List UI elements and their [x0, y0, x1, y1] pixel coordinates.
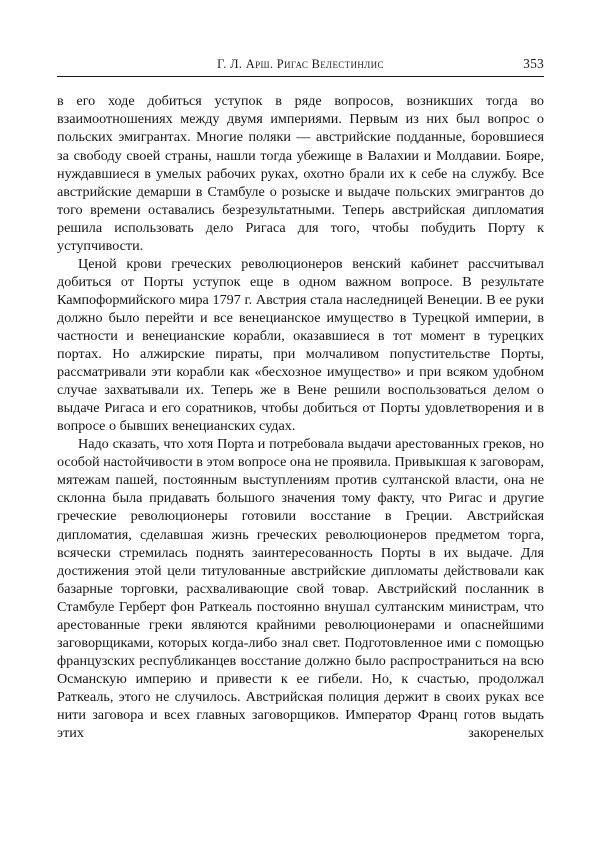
header-divider-rule — [57, 76, 544, 77]
body-text-block — [57, 92, 544, 760]
running-head — [57, 48, 544, 70]
page-number: 353 — [523, 55, 544, 71]
running-head-title: Г. Л. Арш. Ригас Велестинлис — [217, 56, 384, 71]
page-content-column — [57, 0, 544, 760]
paragraph-continued: в его ходе добиться уступок в ряде вопросов, возникших тогда во взаимоотношениях между двумя империями. Первым из них был вопрос о польских эмигрантах. Многие поляки — австрийские подданные, боровшиеся за свободу своей страны, нашли тогда убежище в Валахии и Молдавии. Бояре, нуждавшиеся в умелых рабочих руках, охотно брали их к себе на службу. Все австрийские демарши в Стамбуле о розыске и выдаче польских эмигрантов до того времени оставались безрезультатными. Теперь австрийская дипломатия решила использовать дело Ригаса для того, чтобы побудить Порту к уступчивости. — [57, 93, 544, 254]
paragraph: Ценой крови греческих революционеров венский кабинет рассчитывал добиться от Порты уступок еще в одном важном вопросе. В результате Кампоформийского мира 1797 г. Австрия стала наследницей Венеции. В ее руки должно было перейти и все венецианское имущество в Турецкой империи, в частности и венецианские корабли, оказавшиеся в тот момент в турецких портах. Но алжирские пираты, при молчаливом попустительстве Порты, рассматривали эти корабли как «бесхозное имущество» и при всяком удобном случае захватывали их. Теперь же в Вене решили воспользоваться делом о выдаче Ригаса и его соратников, чтобы добиться от Порты удовлетворения и в вопросе о бывших венецианских судах. — [57, 255, 544, 435]
paragraph: Надо сказать, что хотя Порта и потребовала выдачи арестованных греков, но особой настойчивости в этом вопросе она не проявила. Привыкшая к заговорам, мятежам пашей, постоянным выступлениям против султанской власти, она не склонна была придавать большого значения тому факту, что Ригас и другие греческие революционеры готовили восстание в Греции. Австрийская дипломатия, сделавшая жизнь греческих революционеров предметом торга, всячески стремилась поднять заинтересованность Порты в их выдаче. Для достижения этой цели титулованные австрийские дипломаты действовали как базарные торговки, расхваливающие свой товар. Австрийский посланник в Стамбуле Герберт фон Раткеаль постоянно внушал султанским министрам, что арестованные греки являются крайними революционерами и опаснейшими заговорщиками, которых когда-либо знал свет. Подготовленное ими с помощью французских республиканцев восстание должно было распространиться на всю Османскую империю и привести к ее гибели. Но, к счастью, продолжал Раткеаль, этого не случилось. Австрийская полиция держит в своих руках все нити заговора и всех главных заговорщиков. Император Франц готов выдать этих закоренелых — [57, 436, 544, 742]
